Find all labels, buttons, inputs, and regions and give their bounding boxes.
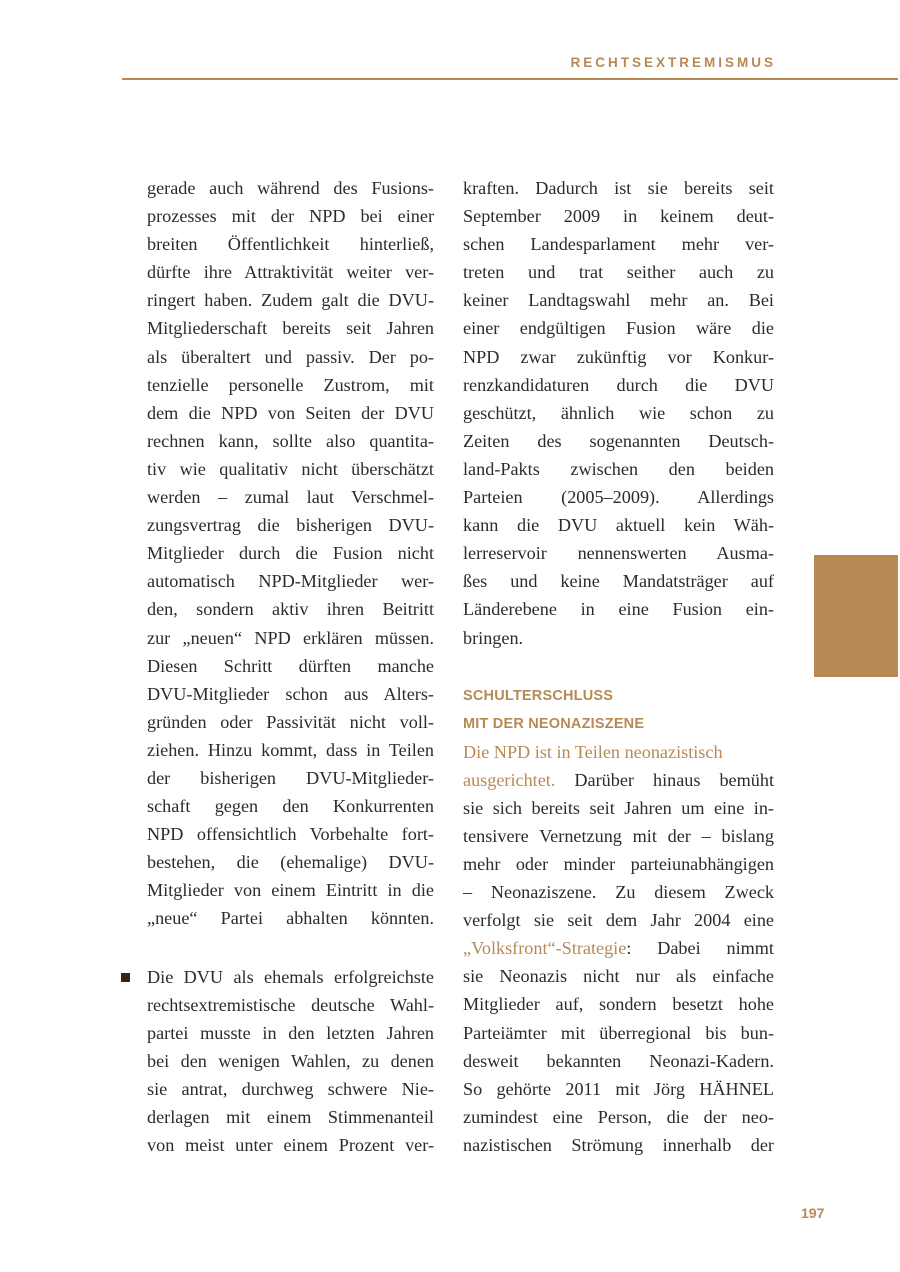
text-line: gerade auch während des Fusions- xyxy=(147,178,434,198)
section-paragraph xyxy=(463,738,774,1159)
text-line: partei musste in den letzten Jahren xyxy=(147,1022,434,1043)
right-paragraph xyxy=(463,174,774,652)
text-line: sie sich bereits seit Jahren um eine in- xyxy=(463,797,774,818)
section-lines-b xyxy=(463,962,774,1159)
right-column xyxy=(463,174,774,1159)
text-line xyxy=(463,934,774,962)
section-heading-line-2: MIT DER NEONAZISZENE xyxy=(463,715,645,732)
text-line: Mitglieder auf, sondern besetzt hohe xyxy=(463,994,774,1015)
volksfront-term: „Volksfront“-Strategie xyxy=(463,938,627,959)
text-line xyxy=(463,766,774,794)
text-line: September 2009 in keinem deut- xyxy=(463,206,774,227)
text-line: ringert haben. Zudem galt die DVU- xyxy=(147,290,434,311)
text-line: sie Neonazis nicht nur als einfache xyxy=(463,966,774,987)
text-line: Parteien (2005–2009). Allerdings xyxy=(463,487,774,508)
text-line: kann die DVU aktuell kein Wäh- xyxy=(463,515,774,536)
text-line: keiner Landtagswahl mehr an. Bei xyxy=(463,290,774,311)
text-line: bei den wenigen Wahlen, zu denen xyxy=(147,1050,434,1071)
text-line: geschützt, ähnlich wie schon zu xyxy=(463,402,774,423)
text-line: „neue“ Partei abhalten könnten. xyxy=(147,908,434,929)
text-line: DVU-Mitglieder schon aus Alters- xyxy=(147,683,434,704)
bullet-item xyxy=(147,963,434,1160)
text-line: Länderebene in eine Fusion ein- xyxy=(463,599,774,620)
text-line: NPD zwar zukünftig vor Konkur- xyxy=(463,346,774,367)
text-line: rechnen kann, sollte also quantita- xyxy=(147,430,434,451)
text-line: automatisch NPD-Mitglieder wer- xyxy=(147,571,434,592)
text-line: sie antrat, durchweg schwere Nie- xyxy=(147,1078,434,1099)
text-line: ziehen. Hinzu kommt, dass in Teilen xyxy=(147,739,434,760)
text-line: schaft gegen den Konkurrenten xyxy=(147,796,434,817)
text-line: mehr oder minder parteiunabhängigen xyxy=(463,853,774,874)
section-heading xyxy=(463,682,774,738)
text-line: renzkandidaturen durch die DVU xyxy=(463,374,774,395)
text-line: Mitglieder durch die Fusion nicht xyxy=(147,543,434,564)
page-number: 197 xyxy=(801,1205,825,1221)
text-line: desweit bekannten Neonazi-Kadern. xyxy=(463,1050,774,1071)
text-line: kraften. Dadurch ist sie bereits seit xyxy=(463,178,774,198)
text-line: gründen oder Passivität nicht voll- xyxy=(147,711,434,732)
text-line: dürfte ihre Attraktivität weiter ver- xyxy=(147,262,434,283)
text-line: zungsvertrag die bisherigen DVU- xyxy=(147,515,434,536)
text-line: prozesses mit der NPD bei einer xyxy=(147,206,434,227)
text-line: Mitglieder von einem Eintritt in die xyxy=(147,880,434,901)
text-line: zur „neuen“ NPD erklären müssen. xyxy=(147,627,434,648)
text-line: bringen. xyxy=(463,627,524,648)
text-line: lerreservoir nennenswerten Ausma- xyxy=(463,543,774,564)
left-column xyxy=(147,174,434,1159)
square-bullet-icon xyxy=(121,973,130,982)
text-line: – Neonaziszene. Zu diesem Zweck xyxy=(463,882,774,903)
text-line: zumindest eine Person, die der neo- xyxy=(463,1106,774,1127)
text-line: Mitgliederschaft bereits seit Jahren xyxy=(147,318,434,339)
text-line: von meist unter einem Prozent ver- xyxy=(147,1135,434,1156)
running-header xyxy=(122,56,898,80)
text-line: dem die NPD von Seiten der DVU xyxy=(147,402,434,423)
text-line: der bisherigen DVU-Mitglieder- xyxy=(147,767,434,788)
text-line: NPD offensichtlich Vorbehalte fort- xyxy=(147,824,434,845)
text-line: einer endgültigen Fusion wäre die xyxy=(463,318,774,339)
text-line: rechtsextremistische deutsche Wahl- xyxy=(147,994,434,1015)
chapter-tab-marker xyxy=(814,555,898,677)
text-line: den, sondern aktiv ihren Beitritt xyxy=(147,599,434,620)
text-line: land-Pakts zwischen den beiden xyxy=(463,458,774,479)
text-line: breiten Öffentlichkeit hinterließ, xyxy=(147,234,434,255)
text-line: Die DVU als ehemals erfolgreichste xyxy=(147,966,434,987)
text-line: tenzielle personelle Zustrom, mit xyxy=(147,374,434,395)
bullet-paragraph xyxy=(147,963,434,1160)
text-line: bestehen, die (ehemalige) DVU- xyxy=(147,852,434,873)
text-fragment: : Dabei nimmt xyxy=(626,938,774,959)
lead-text-line: Die NPD ist in Teilen neonazistisch xyxy=(463,741,723,762)
text-line: treten und trat seither auch zu xyxy=(463,262,774,283)
section-heading-line-1: SCHULTERSCHLUSS xyxy=(463,687,614,704)
text-line: So gehörte 2011 mit Jörg HÄHNEL xyxy=(463,1078,774,1099)
text-line: als überaltert und passiv. Der po- xyxy=(147,346,434,367)
header-title: RECHTSEXTREMISMUS xyxy=(570,55,776,70)
text-line: Diesen Schritt dürften manche xyxy=(147,655,434,676)
section-lines-a xyxy=(463,794,774,934)
text-line: Zeiten des sogenannten Deutsch- xyxy=(463,430,774,451)
lead-text-end: ausgerichtet. xyxy=(463,769,556,790)
text-line: schen Landesparlament mehr ver- xyxy=(463,234,774,255)
text-line: derlagen mit einem Stimmenanteil xyxy=(147,1107,434,1127)
text-line: Parteiämter mit überregional bis bun- xyxy=(463,1022,774,1043)
text-fragment: Darüber hinaus bemüht xyxy=(555,769,774,790)
text-line: ßes und keine Mandatsträger auf xyxy=(463,571,774,592)
text-line: tiv wie qualitativ nicht überschätzt xyxy=(147,458,434,479)
left-paragraph xyxy=(147,174,434,933)
text-line: tensivere Vernetzung mit der – bislang xyxy=(463,825,774,846)
text-line: nazistischen Strömung innerhalb der xyxy=(463,1134,774,1155)
text-line: werden – zumal laut Verschmel- xyxy=(147,487,434,508)
text-line: verfolgt sie seit dem Jahr 2004 eine xyxy=(463,910,774,931)
